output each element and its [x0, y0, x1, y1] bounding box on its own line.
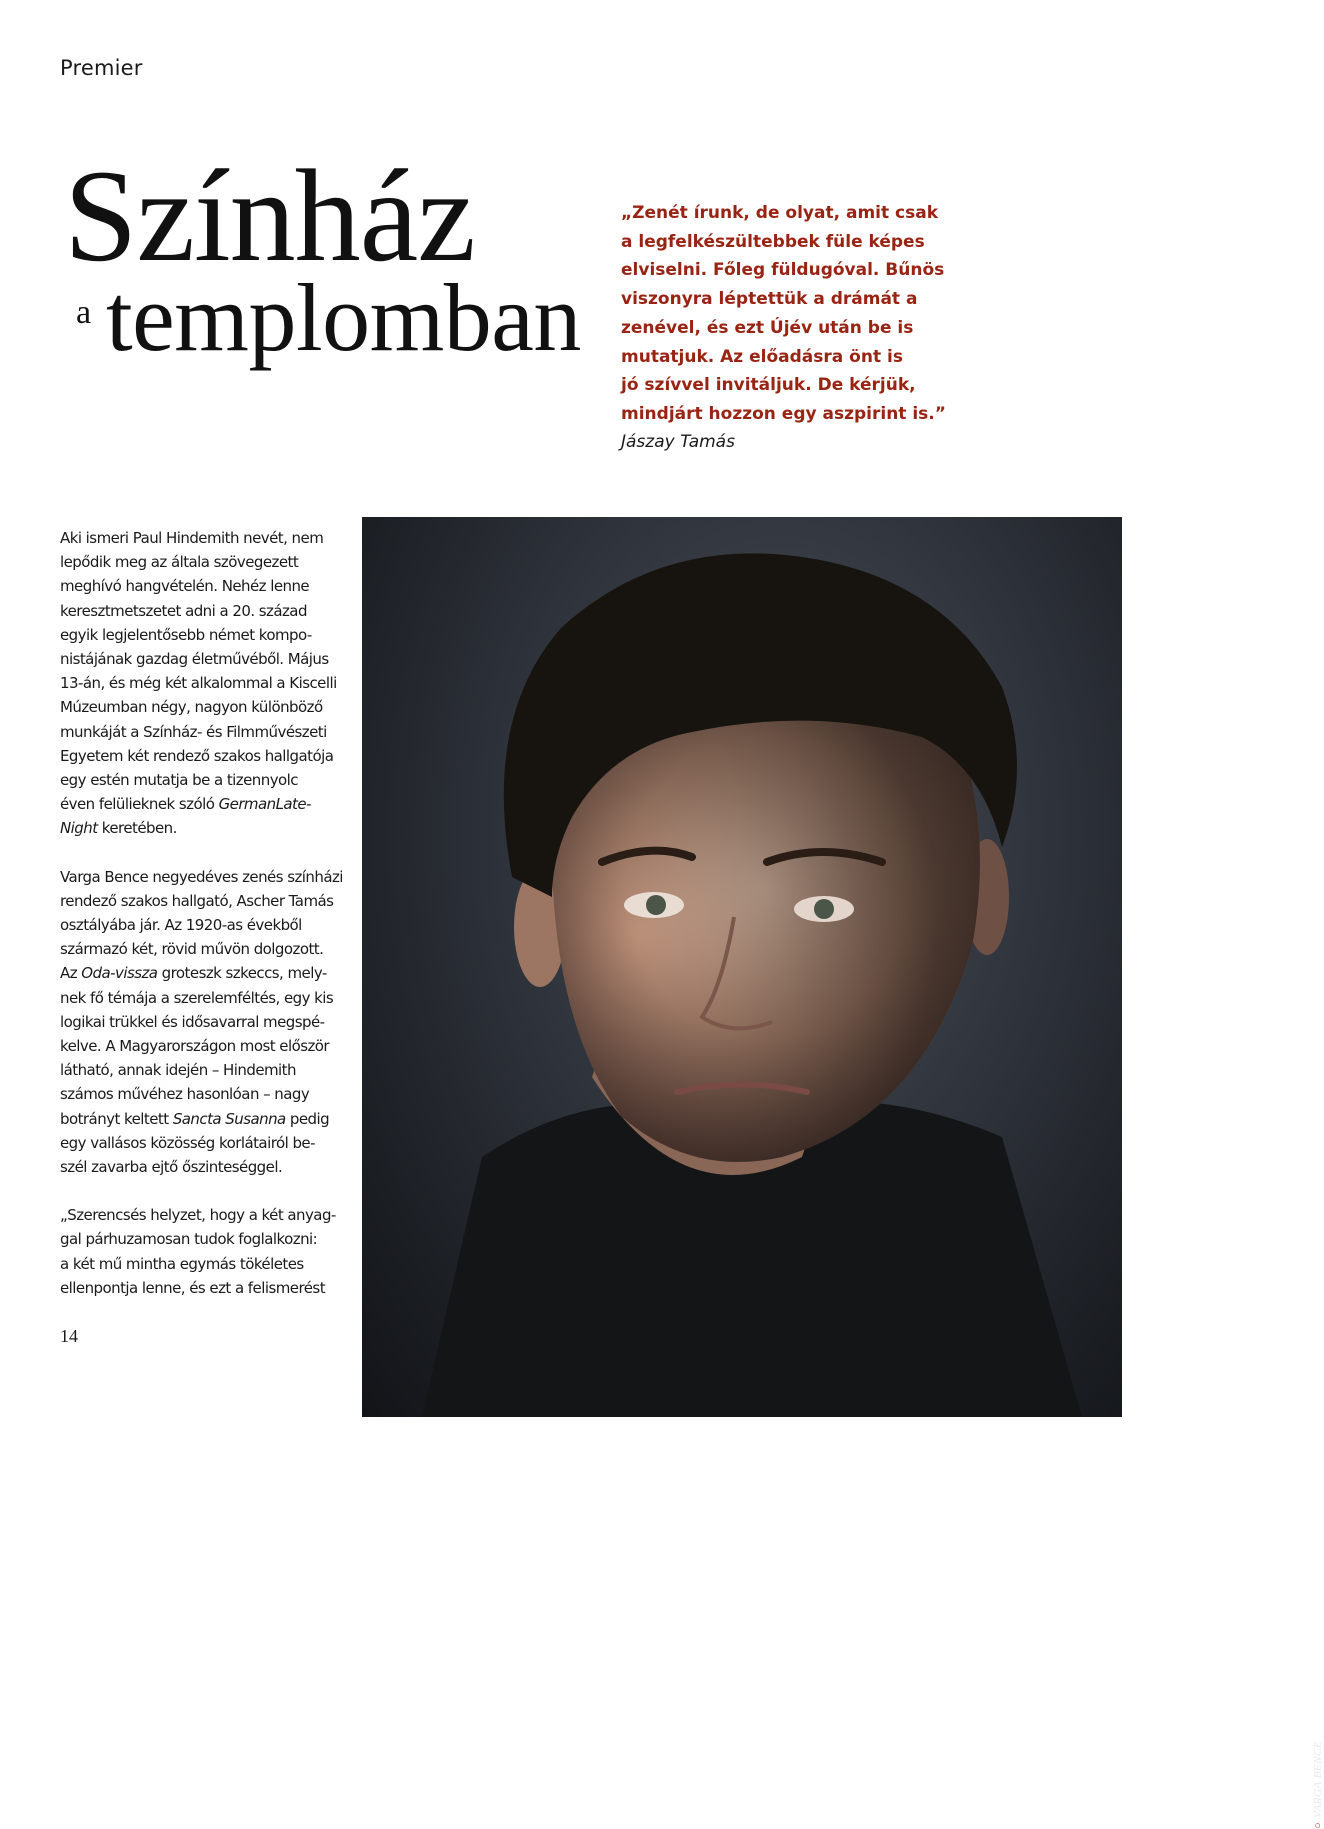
quote-line: elviselni. Főleg füldugóval. Bűnös — [621, 260, 945, 281]
text-run: groteszk szkeccs, mely- — [157, 964, 327, 983]
text-line: egy vallásos közösség korlátairól be- — [60, 1133, 315, 1152]
headline-sub: templomban — [106, 264, 581, 371]
page-number: 14 — [60, 1326, 78, 1346]
quote-line: jó szívvel invitáljuk. De kérjük, — [621, 375, 916, 396]
quote-line: a legfelkészültebbek füle képes — [621, 231, 925, 252]
text-run: pedig — [285, 1109, 330, 1128]
text-line: lepődik meg az általa szövegezett — [60, 553, 299, 572]
text-line: 13-án, és még két alkalommal a Kiscelli — [60, 674, 337, 693]
event-title: GermanLate- — [218, 795, 311, 814]
text-run: keretében. — [97, 819, 177, 838]
work-title: Sancta Susanna — [172, 1109, 286, 1128]
text-run: Az — [60, 964, 82, 983]
photo-credit — [1312, 1741, 1324, 1829]
event-title: Night — [60, 819, 98, 838]
text-line — [60, 961, 352, 985]
text-run: éven felülieknek szóló — [60, 795, 219, 814]
text-line: keresztmetszetet adni a 20. század — [60, 601, 307, 620]
paragraph-3 — [60, 1203, 352, 1300]
credit-text: VARGA BENCE — [1312, 1740, 1324, 1818]
quote-line: „Zenét írunk, de olyat, amit csak — [621, 203, 939, 223]
portrait-photo — [362, 517, 1324, 1829]
text-run: botrányt keltett — [60, 1109, 173, 1128]
pull-quote — [621, 199, 961, 429]
text-line: látható, annak idején – Hindemith — [60, 1061, 296, 1080]
text-line: számos művéhez hasonlóan – nagy — [60, 1085, 310, 1104]
text-line: „Szerencsés helyzet, hogy a két anyag- — [60, 1206, 336, 1225]
paragraph-2 — [60, 865, 352, 1180]
quote-line: zenével, és ezt Újév után be is — [621, 317, 914, 338]
text-line: gal párhuzamosan tudok foglalkozni: — [60, 1230, 318, 1249]
text-line: Aki ismeri Paul Hindemith nevét, nem — [60, 529, 324, 547]
text-line: Egyetem két rendező szakos hallgatója — [60, 746, 334, 765]
text-line: osztályába jár. Az 1920-as évekből — [60, 916, 302, 935]
text-line: kelve. A Magyarországon most először — [60, 1037, 330, 1056]
text-line: ellenpontja lenne, és ezt a felismerést — [60, 1278, 326, 1297]
text-line: nistájának gazdag életművéből. Május — [60, 650, 329, 669]
iris-right — [814, 899, 834, 919]
quote-author: Jászay Tamás — [621, 432, 735, 452]
quote-line: viszonyra léptettük a drámát a — [621, 289, 918, 310]
text-line: rendező szakos hallgató, Ascher Tamás — [60, 891, 334, 910]
headline-article: a — [76, 294, 92, 331]
work-title: Oda-vissza — [81, 964, 158, 983]
face-shading — [552, 705, 980, 1162]
text-line: a két mű mintha egymás tökéletes — [60, 1254, 304, 1273]
credit-circle-icon: ○ — [1312, 1821, 1324, 1829]
paragraph-1 — [60, 526, 352, 841]
text-line: nek fő témája a szerelemféltés, egy kis — [60, 988, 334, 1007]
iris-left — [646, 895, 666, 915]
text-line: egyik legjelentősebb német kompo- — [60, 625, 312, 644]
text-line: egy estén mutatja be a tizennyolc — [60, 771, 298, 790]
quote-line: mindjárt hozzon egy aszpirint is.” — [621, 403, 946, 424]
portrait-illustration — [362, 517, 1122, 1417]
text-line — [60, 816, 352, 840]
text-line: munkáját a Színház- és Filmművészeti — [60, 722, 327, 741]
text-line — [60, 792, 352, 816]
text-line: Varga Bence negyedéves zenés színházi — [60, 867, 343, 886]
text-line: szél zavarba ejtő őszinteséggel. — [60, 1158, 283, 1177]
quote-line: mutatjuk. Az előadásra önt is — [621, 346, 903, 367]
text-line: logikai trükkel és idősavarral megspé- — [60, 1012, 325, 1031]
text-line — [60, 1107, 352, 1131]
article-body — [60, 526, 352, 1324]
text-line: Múzeumban négy, nagyon különböző — [60, 698, 323, 717]
text-line: meghívó hangvételén. Nehéz lenne — [60, 577, 310, 596]
section-label: Premier — [60, 56, 143, 80]
text-line: származó két, rövid művön dolgozott. — [60, 940, 324, 959]
headline-main: Színház — [64, 142, 475, 289]
